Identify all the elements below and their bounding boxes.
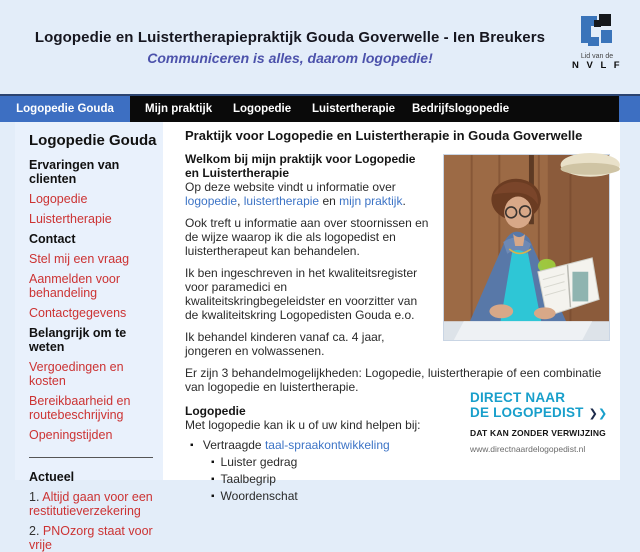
logopedie-section-heading: Logopedie: [185, 404, 246, 418]
link-taal-spraakontwikkeling[interactable]: taal-spraakontwikkeling: [264, 438, 390, 452]
sidebar-item-aanmelden[interactable]: Aanmelden voor behandeling: [29, 272, 121, 300]
sidebar-divider: [29, 457, 153, 458]
text-run: .: [402, 194, 406, 208]
banner-url: www.directnaardelogopedist.nl: [470, 444, 586, 454]
link-mijn-praktijk[interactable]: mijn praktijk: [339, 194, 403, 208]
nvlf-logo-icon: [578, 13, 616, 51]
main-nav: [0, 94, 640, 122]
nav-item-bedrijfslogopedie[interactable]: Bedrijfslogopedie: [412, 103, 510, 115]
sidebar-news-item[interactable]: [29, 524, 157, 552]
banner-line2: [470, 405, 610, 422]
nvlf-logo-org: N V L F: [571, 60, 623, 71]
banner-line1: DIRECT NAAR: [470, 390, 566, 405]
chevron-right-icon: ❯: [598, 408, 608, 420]
sidebar-heading-ervaringen: Ervaringen van clienten: [29, 158, 120, 186]
sidebar-item-logopedie[interactable]: Logopedie: [29, 192, 88, 206]
header-titles: [0, 29, 580, 66]
chevron-right-icon: ❯: [588, 408, 599, 420]
site-title: Logopedie en Luistertherapiepraktijk Gouda Goverwelle - Ien Breukers: [34, 29, 546, 46]
sidebar-heading-belangrijk: Belangrijk om te weten: [29, 326, 127, 354]
text-run: Op deze website vindt u informatie over: [185, 180, 396, 194]
paragraph-stoornissen: Ook treft u informatie aan over stoornissen en de wijze waarop ik die als logopedist en luistertherapeut kan behandelen.: [185, 216, 429, 258]
logopedie-intro: Met logopedie kan ik u of uw kind helpen bij:: [185, 418, 421, 432]
sidebar-item-vergoedingen[interactable]: Vergoedingen en kosten: [29, 360, 124, 388]
paragraph-behandelmogelijkheden: Er zijn 3 behandelmogelijkheden: Logopedie, luistertherapie of een combinatie van logopedie en luistertherapie.: [185, 366, 602, 394]
news-link-pnozorg[interactable]: PNOzorg staat voor vrije: [29, 524, 153, 552]
list-item: ▪ Luister gedrag: [211, 455, 610, 471]
sidebar-item-openingstijden[interactable]: Openingstijden: [29, 428, 113, 442]
nav-item-logopedie-gouda[interactable]: Logopedie Gouda: [16, 103, 114, 115]
practice-photo: [443, 154, 610, 341]
main-content: [163, 122, 620, 503]
sidebar-heading-contact: Contact: [29, 232, 76, 246]
paragraph-behandel: Ik behandel kinderen vanaf ca. 4 jaar, jongeren en volwassenen.: [185, 330, 385, 358]
content-area: [15, 122, 620, 552]
nvlf-logo-caption: Lid van de: [580, 53, 614, 60]
page-title: Praktijk voor Logopedie en Luistertherapie in Gouda Goverwelle: [185, 128, 583, 143]
sidebar-item-stel-mij-een-vraag[interactable]: Stel mij een vraag: [29, 252, 130, 266]
paragraph-kwaliteitsregister: Ik ben ingeschreven in het kwaliteitsregister voor paramedici en kwaliteitskringbegeleidster en voorzitter van de kwaliteitskring Logopedisten Gouda e.o.: [185, 266, 418, 322]
sidebar-news-item[interactable]: [29, 490, 157, 518]
nav-item-mijn-praktijk[interactable]: Mijn praktijk: [145, 103, 213, 115]
list-item: ▪ Woordenschat: [211, 489, 610, 505]
text-run: Vertraagde: [202, 438, 265, 452]
page-header: [0, 0, 640, 96]
site-subtitle: Communiceren is alles, daarom logopedie!: [147, 50, 433, 66]
sidebar-item-luistertherapie[interactable]: Luistertherapie: [29, 212, 112, 226]
news-number: 1.: [29, 490, 40, 504]
sidebar-title: Logopedie Gouda: [29, 132, 157, 149]
text-run: en: [319, 194, 340, 208]
sub-list: [190, 455, 610, 505]
sidebar-heading-actueel: Actueel: [29, 470, 75, 484]
news-number: 2.: [29, 524, 40, 538]
sidebar-item-bereikbaarheid[interactable]: Bereikbaarheid en routebeschrijving: [29, 394, 131, 422]
banner-line2-text: DE LOGOPEDIST: [470, 405, 584, 420]
sidebar-item-contactgegevens[interactable]: Contactgegevens: [29, 306, 127, 320]
text-run: ,: [237, 194, 244, 208]
direct-naar-banner[interactable]: [470, 390, 610, 456]
nav-item-luistertherapie[interactable]: Luistertherapie: [312, 103, 396, 115]
nvlf-logo: [568, 13, 626, 71]
welcome-heading: Welkom bij mijn praktijk voor Logopedie en Luistertherapie: [185, 152, 416, 180]
news-link-restitutieverzekering[interactable]: Altijd gaan voor een restitutieverzekering: [29, 490, 153, 518]
link-luistertherapie[interactable]: luistertherapie: [243, 194, 320, 208]
nav-item-logopedie[interactable]: Logopedie: [233, 103, 292, 115]
link-logopedie[interactable]: logopedie: [185, 194, 238, 208]
banner-tagline: DAT KAN ZONDER VERWIJZING: [470, 428, 606, 438]
list-item: ▪ Taalbegrip: [211, 472, 610, 488]
sidebar: [15, 122, 163, 552]
